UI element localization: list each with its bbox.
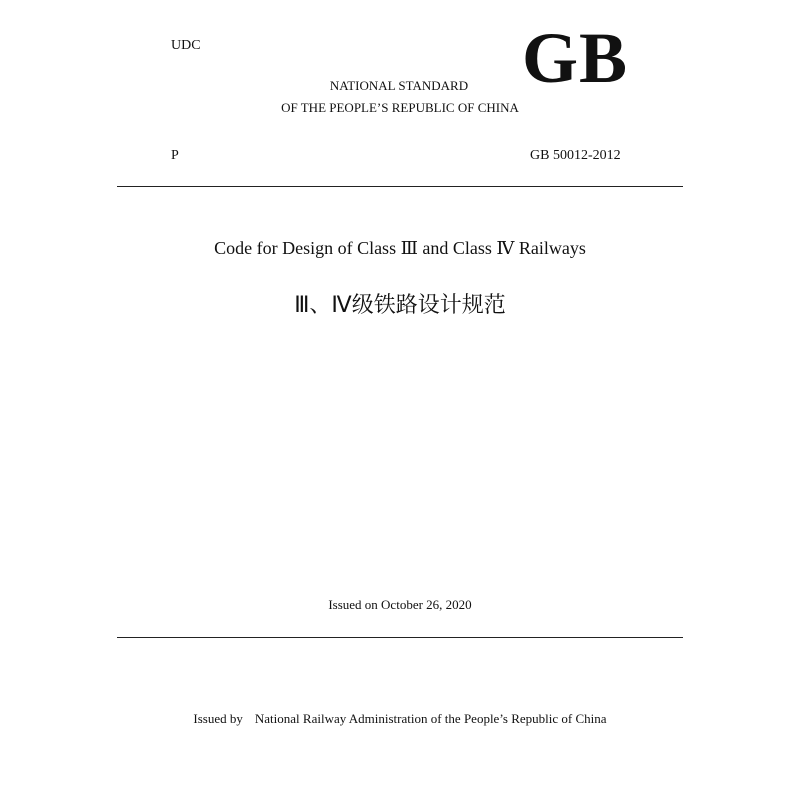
issuer-line <box>0 711 800 727</box>
bottom-divider <box>117 637 683 638</box>
national-standard-text: NATIONAL STANDARD <box>329 78 469 93</box>
issue-date: Issued on October 26, 2020 <box>328 597 472 612</box>
gb-logo: GB <box>522 18 629 98</box>
top-divider <box>117 186 683 187</box>
issued-by-label: Issued by <box>193 711 243 726</box>
national-standard-line-1 <box>0 78 800 94</box>
chinese-title: Ⅲ、Ⅳ级铁路设计规范 <box>294 293 506 318</box>
issuing-organization: National Railway Administration of the People’s Republic of China <box>254 711 607 726</box>
classification-code: P <box>171 148 179 163</box>
standard-number: GB 50012-2012 <box>530 148 621 163</box>
national-standard-line-2: OF THE PEOPLE’S REPUBLIC OF CHINA <box>281 100 519 115</box>
english-title: Code for Design of Class Ⅲ and Class Ⅳ Railways <box>214 238 586 258</box>
udc-label: UDC <box>171 38 201 53</box>
